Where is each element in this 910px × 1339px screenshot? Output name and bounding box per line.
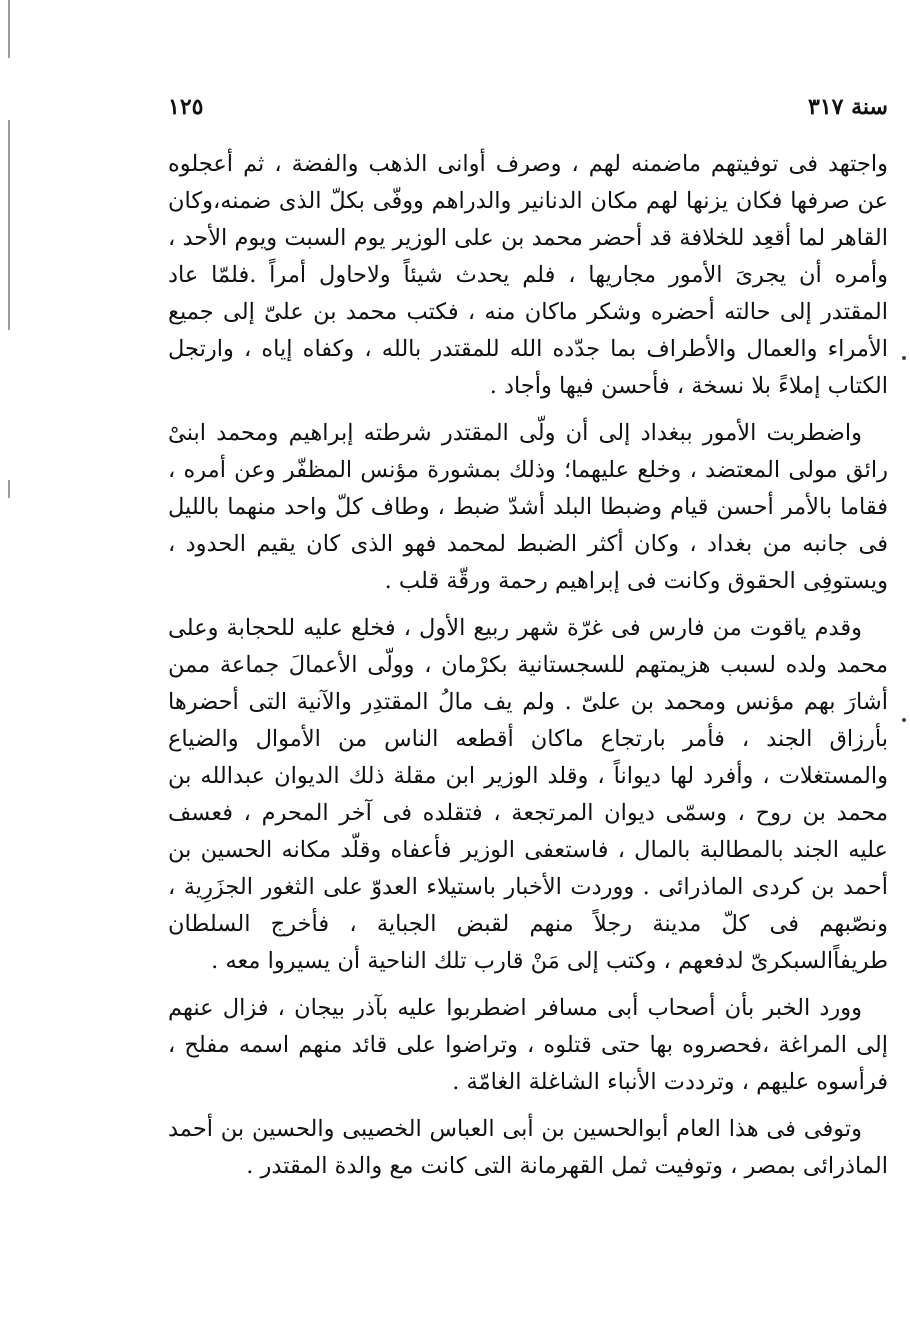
paragraph: واجتهد فى توفيتهم ماضمنه لهم ، وصرف أوانى الذهب والفضة ، ثم أعجلوه عن صرفها فكان يزنها لهم مكان الدنانير والدراهم ووفّى بكلّ الذى ضمنه،وكان القاهر لما أقعِد للخلافة قد أحضر محمد بن على الوزير يوم السبت ويوم الأحد ، وأمره أن يجرىَ الأمور مجاريها ، فلم يحدث شيئاً ولاحاول أمراً .فلمّا عاد المقتدر إلى حالته أحضره وشكر ماكان منه ، فكتب محمد بن علىّ إلى جميع الأمراء والعمال والأطراف بما جدّده الله للمقتدر بالله ، وكفاه إياه ، وارتجل الكتاب إملاءً بلا نسخة ، فأحسن فيها وأجاد .	[168, 151, 888, 399]
paragraph: واضطربت الأمور ببغداد إلى أن ولّى المقتدر شرطته إبراهيم ومحمد ابنىْ رائق مولى المعتضد ، وخلع عليهما؛ وذلك بمشورة مؤنس المظفّر وعن أمره ، فقاما بالأمر أحسن قيام وضبطا البلد أشدّ ضبط ، وطاف كلّ واحد منهما بالليل فى جانبه من بغداد ، وكان أكثر الضبط لمحمد فهو الذى كان يقيم الحدود ، ويستوفِى الحقوق وكانت فى إبراهيم رحمة ورقّة قلب .	[168, 420, 888, 594]
page-body	[168, 146, 888, 1195]
paragraph: وتوفى فى هذا العام أبوالحسين بن أبى العباس الخصيبى والحسين بن أحمد الماذرائى بمصر ، وتوفيت ثمل القهرمانة التى كانت مع والدة المقتدر .	[168, 1116, 888, 1179]
page-header	[168, 94, 888, 130]
margin-dot	[902, 718, 906, 722]
scan-edge-mark	[8, 480, 10, 498]
scan-edge-mark	[8, 0, 10, 58]
paragraph: وقدم ياقوت من فارس فى غرّة شهر ربيع الأول ، فخلع عليه للحجابة وعلى محمد ولده لسبب هزيمتهم للسجستانية بكرْمان ، وولّى الأعمالَ جماعة ممن أشارَ بهم مؤنس ومحمد بن علىّ . ولم يف مالُ المقتدِر والآنية التى أحضرها بأرزاق الجند ، فأمر بارتجاع ماكان أقطعه الناس من الأموال والضياع والمستغلات ، وأفرد لها ديواناً ، وقلد الوزير ابن مقلة ذلك الديوان عبدالله بن محمد بن روح ، وسمّى ديوان المرتجعة ، فتقلده فى آخر المحرم ، فعسف عليه الجند بالمطالبة بالمال ، فاستعفى الوزير فأعفاه وقلّد مكانه الحسين بن أحمد بن كردى الماذرائى . ووردت الأخبار باستيلاء العدوّ على الثغور الجزَرِية ، ونصّبهم فى كلّ مدينة رجلاً منهم لقبض الجباية ، فأخرج السلطان طريفاًالسبكرىّ لدفعهم ، وكتب إلى مَنْ قارب تلك الناحية أن يسيروا معه .	[168, 615, 888, 974]
page-number: ١٢٥	[168, 94, 204, 120]
running-head-year: سنة ٣١٧	[808, 94, 888, 120]
paragraph: وورد الخبر بأن أصحاب أبى مسافر اضطربوا عليه بآذر بيجان ، فزال عنهم إلى المراغة ،فحصروه بها حتى قتلوه ، وتراضوا على قائد منهم اسمه مفلح ، فرأسوه عليهم ، وترددت الأنباء الشاغلة الغامّة .	[168, 995, 888, 1095]
scan-edge-mark	[8, 120, 10, 330]
margin-dot	[902, 356, 906, 360]
